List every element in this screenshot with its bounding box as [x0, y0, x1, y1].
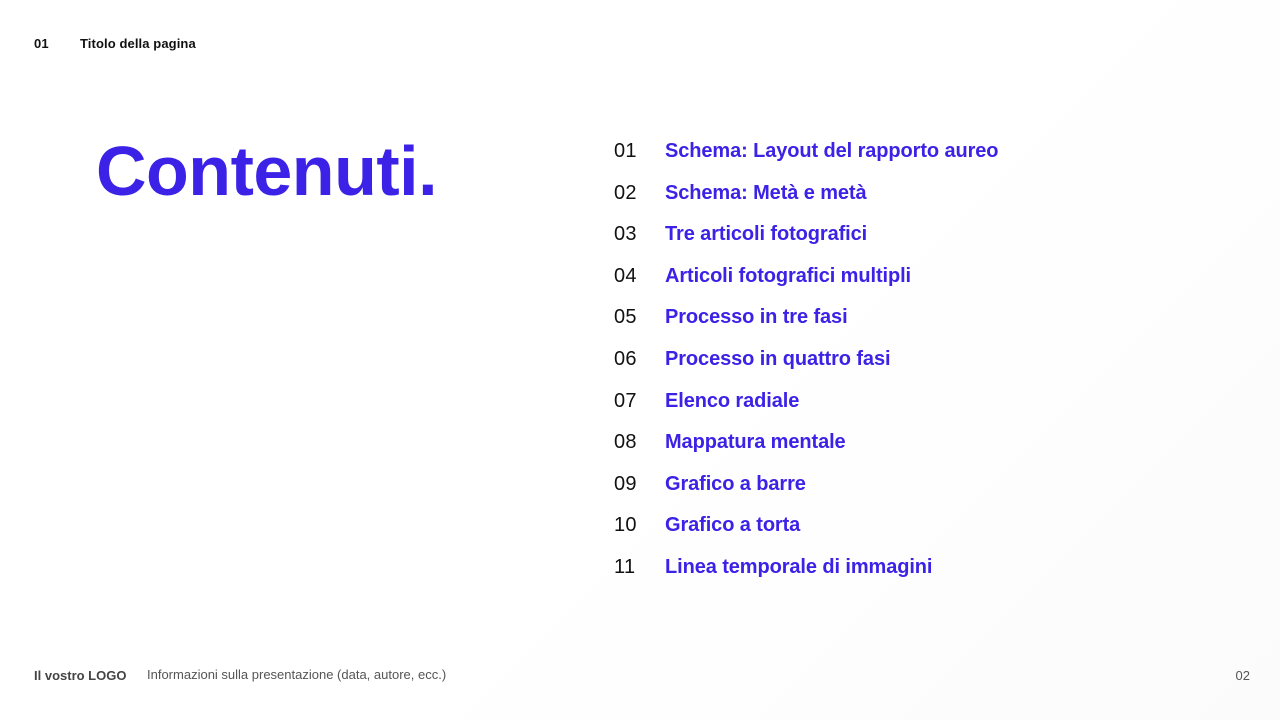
toc-item-link[interactable]: Processo in quattro fasi	[665, 347, 891, 370]
table-of-contents	[614, 140, 1254, 598]
section-number: 01	[34, 36, 49, 51]
toc-item-link[interactable]: Tre articoli fotografici	[665, 223, 868, 246]
toc-item[interactable]	[614, 348, 1254, 390]
toc-item-link[interactable]: Schema: Layout del rapporto aureo	[665, 140, 999, 162]
toc-item-link[interactable]: Schema: Metà e metà	[665, 181, 867, 204]
toc-item-link[interactable]: Grafico a torta	[665, 514, 801, 537]
toc-item-link[interactable]: Mappatura mentale	[665, 431, 846, 454]
toc-item-number: 05	[614, 306, 637, 329]
toc-item[interactable]	[614, 265, 1254, 307]
toc-item-number: 08	[614, 431, 637, 454]
toc-item-number: 07	[614, 389, 637, 412]
slide-header	[34, 36, 196, 51]
toc-item-link[interactable]: Processo in tre fasi	[665, 306, 848, 329]
toc-item[interactable]	[614, 390, 1254, 432]
logo-text: Il vostro LOGO	[34, 668, 127, 683]
toc-item[interactable]	[614, 140, 1254, 182]
slide-footer	[34, 668, 1250, 683]
toc-item-number: 06	[614, 347, 637, 370]
toc-item-number: 03	[614, 223, 637, 246]
toc-item-number: 02	[614, 181, 637, 204]
toc-item-link[interactable]: Grafico a barre	[665, 472, 806, 495]
toc-item[interactable]	[614, 182, 1254, 224]
toc-item[interactable]	[614, 556, 1254, 598]
toc-item-number: 11	[614, 555, 636, 578]
toc-item[interactable]	[614, 306, 1254, 348]
page-title: Titolo della pagina	[80, 36, 196, 51]
toc-item-number: 10	[614, 514, 637, 537]
toc-item[interactable]	[614, 223, 1254, 265]
presentation-info: Informazioni sulla presentazione (data, autore, ecc.)	[147, 667, 447, 682]
slide-page-number: 02	[1235, 668, 1250, 683]
toc-item-link[interactable]: Articoli fotografici multipli	[665, 264, 911, 287]
toc-item[interactable]	[614, 514, 1254, 556]
contents-heading: Contenuti.	[96, 132, 438, 210]
toc-item-number: 01	[614, 140, 637, 162]
toc-item-number: 04	[614, 264, 637, 287]
toc-item[interactable]	[614, 431, 1254, 473]
toc-item-link[interactable]: Elenco radiale	[665, 389, 800, 412]
toc-item-number: 09	[614, 472, 637, 495]
toc-item-link[interactable]: Linea temporale di immagini	[665, 555, 933, 578]
toc-item[interactable]	[614, 473, 1254, 515]
